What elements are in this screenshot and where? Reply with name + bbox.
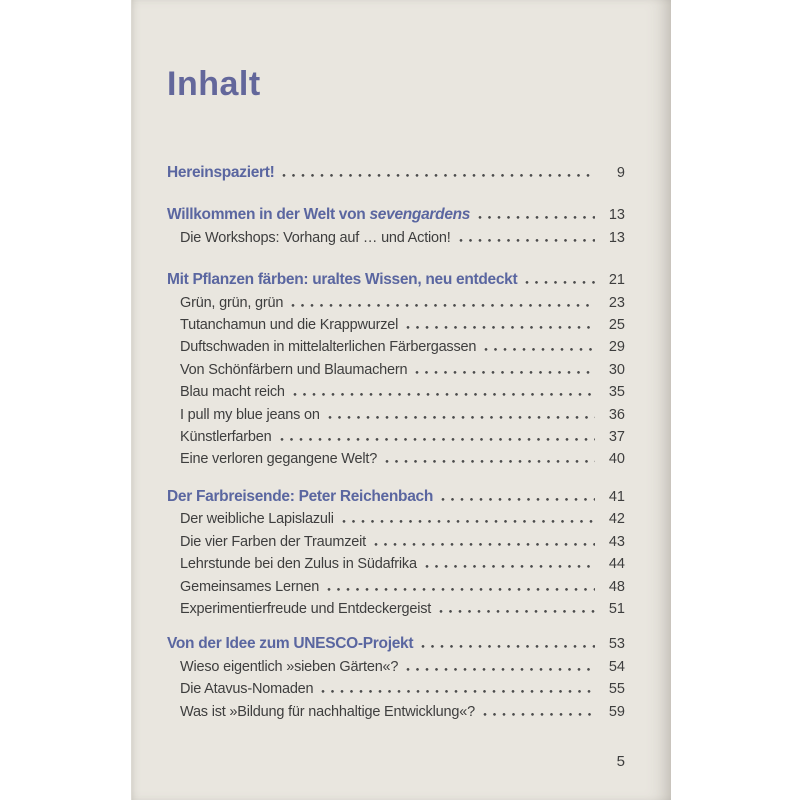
toc-heading-row (167, 204, 625, 226)
toc-item-label: I pull my blue jeans on (180, 406, 320, 423)
toc-item-label: Die Atavus-Nomaden (180, 681, 314, 698)
toc-item-label: Gemeinsames Lernen (180, 578, 320, 595)
toc-heading-label: Der Farbreisende: Peter Reichenbach (167, 487, 434, 505)
toc-item-row (180, 701, 625, 723)
toc-item-label: Tutanchamun und die Krappwurzel (180, 317, 399, 334)
leader-dots (374, 543, 595, 546)
toc-heading-label: Mit Pflanzen färben: uraltes Wissen, neu entdeckt (167, 271, 518, 289)
toc-section (167, 633, 625, 723)
leader-dots (425, 565, 595, 568)
toc-item-row (180, 531, 625, 553)
toc-heading-label: Von der Idee zum UNESCO-Projekt (167, 635, 414, 653)
leader-dots (321, 690, 595, 693)
toc-item-label: Von Schönfärbern und Blaumachern (180, 361, 408, 378)
toc-item-row (180, 678, 625, 700)
toc-section (167, 269, 625, 471)
toc-section (167, 162, 625, 184)
toc-page-number: 44 (608, 556, 625, 573)
toc-page-number: 41 (608, 488, 625, 505)
toc-item-row (180, 404, 625, 426)
toc-heading-label: Hereinspaziert! (167, 164, 275, 181)
leader-dots (484, 348, 595, 351)
toc-page-number: 48 (608, 578, 625, 595)
toc-item-label: Die Workshops: Vorhang auf … und Action! (180, 229, 451, 246)
toc-content (167, 0, 625, 723)
leader-dots (282, 174, 595, 177)
toc-item-label: Duftschwaden in mittelalterlichen Färbergassen (180, 339, 477, 356)
toc-page-number: 25 (608, 317, 625, 334)
toc-item-row (180, 656, 625, 678)
leader-dots (483, 713, 595, 716)
toc-item-label: Blau macht reich (180, 384, 285, 401)
toc-item-label: Grün, grün, grün (180, 294, 284, 311)
toc-heading-label: Willkommen in der Welt von sevengardens (167, 206, 471, 224)
toc-page-number: 9 (616, 165, 625, 181)
toc-item-row (180, 227, 625, 249)
toc-page-number: 42 (608, 511, 625, 528)
leader-dots (525, 281, 595, 284)
toc (167, 162, 625, 723)
toc-page-number: 51 (608, 600, 625, 617)
leader-dots (478, 216, 595, 219)
leader-dots (441, 498, 595, 501)
toc-item-label: Wieso eigentlich »sieben Gärten«? (180, 658, 399, 675)
toc-item-row (180, 576, 625, 598)
toc-item-row (180, 598, 625, 620)
leader-dots (385, 460, 595, 463)
leader-dots (293, 393, 595, 396)
toc-item-label: Der weibliche Lapislazuli (180, 511, 334, 528)
toc-page-number: 21 (608, 272, 625, 289)
toc-page-number: 13 (608, 229, 625, 246)
toc-item-row (180, 381, 625, 403)
leader-dots (439, 610, 595, 613)
toc-page-number: 53 (608, 636, 625, 653)
toc-page-number: 59 (608, 703, 625, 720)
toc-item-row (180, 508, 625, 530)
toc-page-number: 35 (608, 384, 625, 401)
toc-item-label: Die vier Farben der Traumzeit (180, 533, 366, 550)
toc-heading-row (167, 633, 625, 655)
toc-page-number: 36 (608, 406, 625, 423)
leader-dots (342, 520, 595, 523)
leader-dots (328, 416, 595, 419)
toc-page-number: 13 (608, 207, 625, 224)
toc-page-number: 54 (608, 658, 625, 675)
leader-dots (415, 371, 595, 374)
toc-section (167, 204, 625, 249)
toc-heading-row (167, 486, 625, 508)
toc-page-number: 30 (608, 361, 625, 378)
book-page (131, 0, 671, 800)
toc-item-row (180, 336, 625, 358)
toc-heading-row (167, 162, 625, 184)
toc-page-number: 37 (608, 429, 625, 446)
toc-item-label: Experimentierfreude und Entdeckergeist (180, 600, 432, 617)
toc-item-row (180, 426, 625, 448)
toc-page-number: 29 (608, 339, 625, 356)
toc-item-row (180, 292, 625, 314)
toc-page-number: 55 (608, 681, 625, 698)
toc-page-number: 23 (608, 294, 625, 311)
page-title: Inhalt (167, 65, 261, 103)
toc-item-label: Künstlerfarben (180, 429, 272, 446)
toc-item-row (180, 448, 625, 470)
leader-dots (406, 326, 595, 329)
toc-item-row (180, 553, 625, 575)
leader-dots (421, 645, 595, 648)
toc-page-number: 40 (608, 451, 625, 468)
leader-dots (459, 239, 595, 242)
toc-item-label: Lehrstunde bei den Zulus in Südafrika (180, 556, 417, 573)
leader-dots (291, 304, 595, 307)
page-number: 5 (616, 753, 625, 770)
leader-dots (327, 588, 595, 591)
toc-heading-row (167, 269, 625, 291)
toc-item-row (180, 314, 625, 336)
leader-dots (406, 668, 595, 671)
toc-item-label: Eine verloren gegangene Welt? (180, 451, 378, 468)
toc-page-number: 43 (608, 533, 625, 550)
leader-dots (280, 438, 595, 441)
toc-item-label: Was ist »Bildung für nachhaltige Entwicklung«? (180, 703, 475, 720)
toc-item-row (180, 359, 625, 381)
toc-section (167, 486, 625, 620)
